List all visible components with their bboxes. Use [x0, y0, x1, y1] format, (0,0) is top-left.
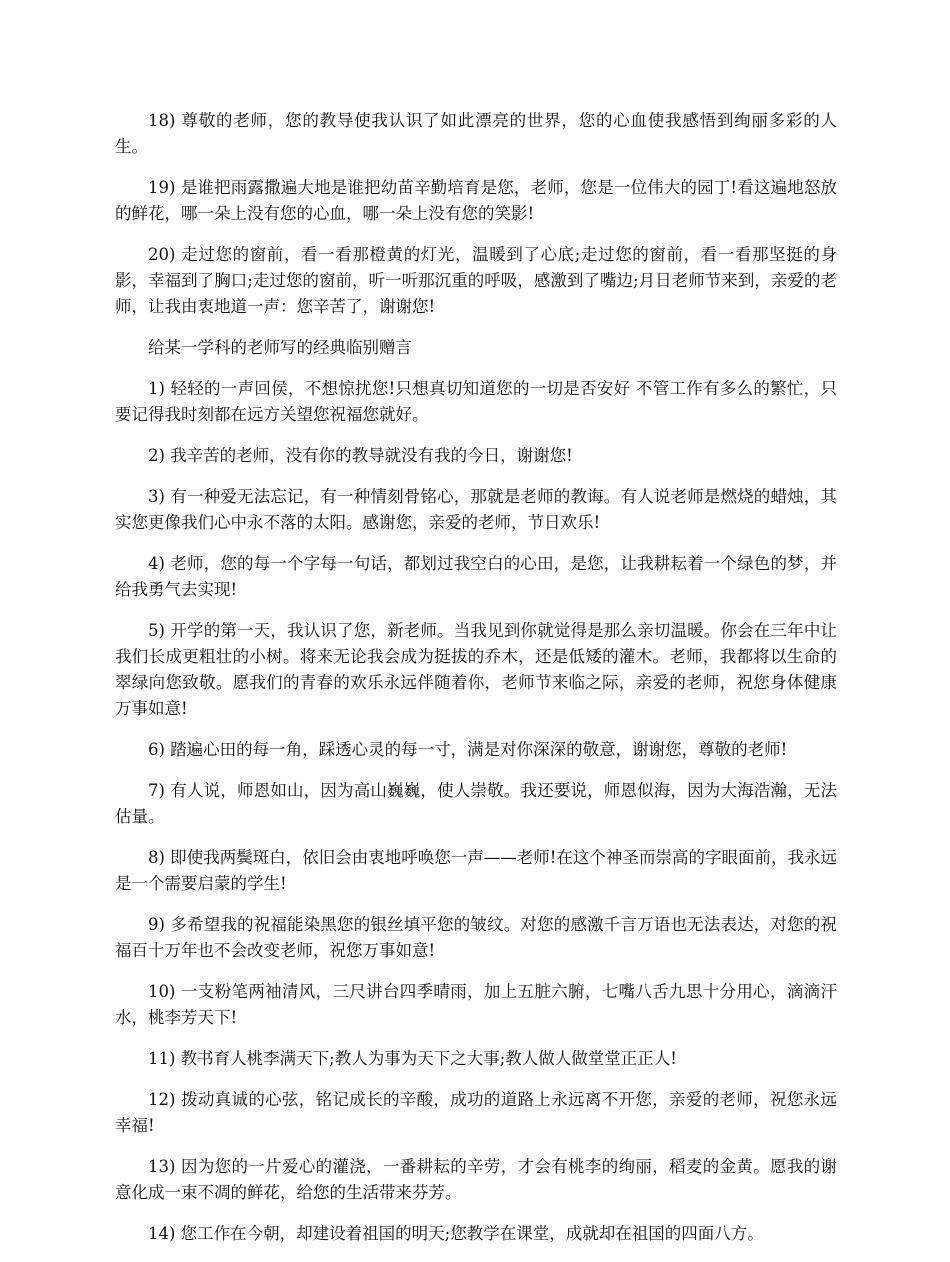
list-item-9: 9) 多希望我的祝福能染黑您的银丝填平您的皱纹。对您的感激千言万语也无法表达，对您的祝福百十万年也不会改变老师，祝您万事如意! [115, 915, 837, 960]
paragraph-20: 20) 走过您的窗前，看一看那橙黄的灯光，温暖到了心底;走过您的窗前，看一看那坚挺的身影，幸福到了胸口;走过您的窗前，听一听那沉重的呼吸，感激到了嘴边;月日老师节来到，亲爱的老师，让我由衷地道一声：您辛苦了，谢谢您! [115, 245, 837, 316]
list-item-12: 12) 拨动真诚的心弦，铭记成长的辛酸，成功的道路上永远离不开您，亲爱的老师，祝您永远幸福! [115, 1090, 837, 1135]
list-item-6: 6) 踏遍心田的每一角，踩透心灵的每一寸，满是对你深深的敬意，谢谢您，尊敬的老师! [148, 740, 788, 759]
list-item-5: 5) 开学的第一天，我认识了您，新老师。当我见到你就觉得是那么亲切温暖。你会在三年中让我们长成更粗壮的小树。将来无论我会成为挺拔的乔木，还是低矮的灌木。老师，我都将以生命的翠绿向您致敬。愿我们的青春的欢乐永远伴随着你，老师节来临之际，亲爱的老师，祝您身体健康万事如意! [115, 621, 837, 718]
list-item-13: 13) 因为您的一片爱心的灌浇，一番耕耘的辛劳，才会有桃李的绚丽，稻麦的金黄。愿我的谢意化成一束不凋的鲜花，给您的生活带来芬芳。 [115, 1157, 837, 1202]
list-item-7: 7) 有人说，师恩如山，因为高山巍巍，使人崇敬。我还要说，师恩似海，因为大海浩瀚，无法估量。 [115, 781, 837, 826]
paragraph-19: 19) 是谁把雨露撒遍大地是谁把幼苗辛勤培育是您，老师，您是一位伟大的园丁!看这遍地怒放的鲜花，哪一朵上没有您的心血，哪一朵上没有您的笑影! [115, 178, 837, 223]
list-item-10: 10) 一支粉笔两袖清风，三尺讲台四季晴雨，加上五脏六腑，七嘴八舌九思十分用心，滴滴汗水，桃李芳天下! [115, 982, 837, 1027]
document-page [115, 108, 837, 1262]
list-item-14: 14) 您工作在今朝，却建设着祖国的明天;您教学在课堂，成就却在祖国的四面八方。 [148, 1224, 764, 1243]
list-item-8: 8) 即使我两鬓斑白，依旧会由衷地呼唤您一声——老师!在这个神圣而崇高的字眼面前，我永远是一个需要启蒙的学生! [115, 848, 837, 893]
list-item-2: 2) 我辛苦的老师，没有你的教导就没有我的今日，谢谢您! [148, 446, 573, 465]
section-heading: 给某一学科的老师写的经典临别赠言 [148, 338, 412, 357]
list-item-3: 3) 有一种爱无法忘记，有一种情刻骨铭心，那就是老师的教诲。有人说老师是燃烧的蜡烛，其实您更像我们心中永不落的太阳。感谢您，亲爱的老师，节日欢乐! [115, 487, 837, 532]
list-item-11: 11) 教书育人桃李满天下;教人为事为天下之大事;教人做人做堂堂正正人! [148, 1049, 677, 1068]
paragraph-18: 18) 尊敬的老师，您的教导使我认识了如此漂亮的世界，您的心血使我感悟到绚丽多彩的人生。 [115, 111, 837, 156]
list-item-4: 4) 老师，您的每一个字每一句话，都划过我空白的心田，是您，让我耕耘着一个绿色的梦，并给我勇气去实现! [115, 554, 837, 599]
list-item-1: 1) 轻轻的一声回侯，不想惊扰您!只想真切知道您的一切是否安好 不管工作有多么的繁忙，只要记得我时刻都在远方关望您祝福您就好。 [115, 379, 837, 424]
